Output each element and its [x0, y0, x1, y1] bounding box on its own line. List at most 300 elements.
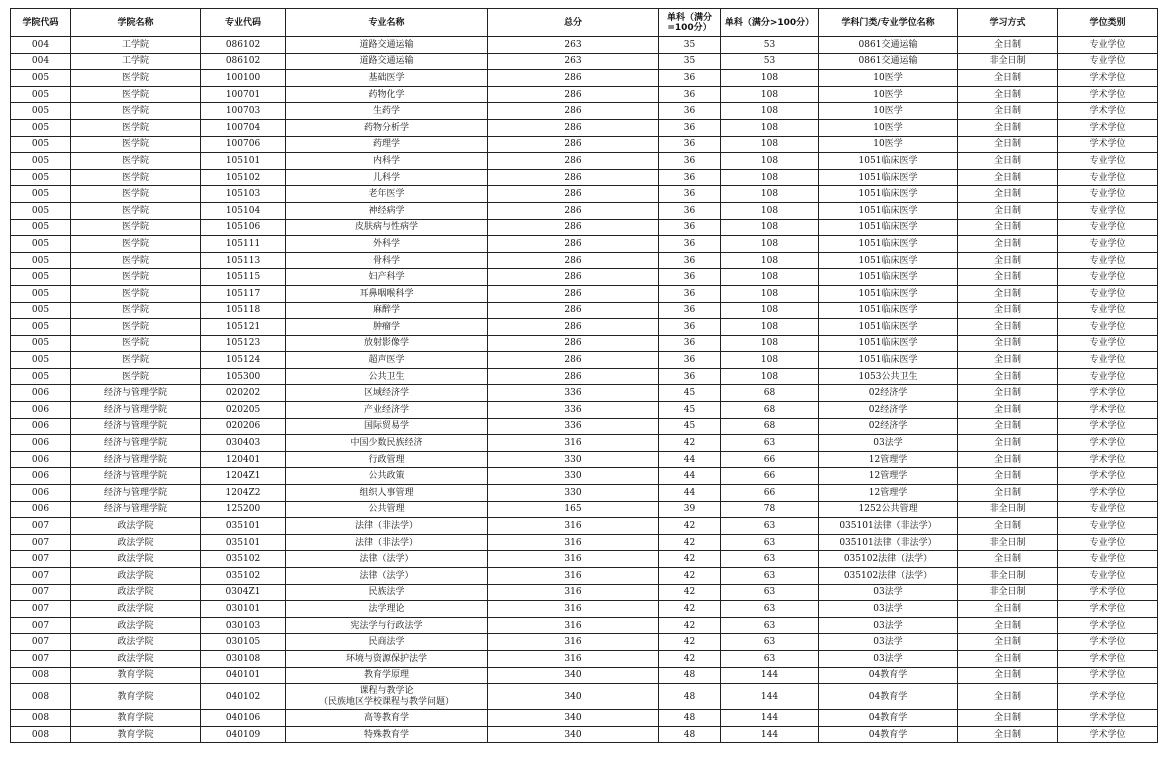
- cell-single-over-100: 63: [721, 568, 819, 585]
- cell-study-mode: 全日制: [958, 335, 1058, 352]
- cell-study-mode: 全日制: [958, 70, 1058, 87]
- cell-total-score: 263: [488, 53, 659, 70]
- cell-major-name: 肿瘤学: [286, 319, 488, 336]
- cell-single-100: 45: [659, 385, 721, 402]
- cell-college-name: 工学院: [71, 53, 201, 70]
- cell-single-over-100: 108: [721, 103, 819, 120]
- cell-single-over-100: 63: [721, 534, 819, 551]
- table-row: [11, 319, 1158, 336]
- table-row: [11, 451, 1158, 468]
- table-row: [11, 186, 1158, 203]
- cell-discipline-name: 1051临床医学: [819, 169, 958, 186]
- cell-discipline-name: 03法学: [819, 601, 958, 618]
- cell-single-100: 48: [659, 684, 721, 710]
- cell-study-mode: 非全日制: [958, 568, 1058, 585]
- cell-total-score: 286: [488, 103, 659, 120]
- cell-college-code: 004: [11, 37, 71, 54]
- cell-discipline-name: 12管理学: [819, 468, 958, 485]
- cell-total-score: 165: [488, 501, 659, 518]
- cell-college-code: 005: [11, 368, 71, 385]
- cell-major-name: 药物分析学: [286, 119, 488, 136]
- cell-degree-type: 专业学位: [1058, 252, 1158, 269]
- cell-college-name: 政法学院: [71, 551, 201, 568]
- cell-total-score: 263: [488, 37, 659, 54]
- cell-major-name: 放射影像学: [286, 335, 488, 352]
- cell-degree-type: 专业学位: [1058, 236, 1158, 253]
- cell-single-over-100: 108: [721, 186, 819, 203]
- cell-single-100: 35: [659, 53, 721, 70]
- cell-study-mode: 非全日制: [958, 584, 1058, 601]
- cell-single-over-100: 144: [721, 710, 819, 727]
- cell-college-code: 007: [11, 634, 71, 651]
- cell-major-code: 030103: [201, 617, 286, 634]
- cell-total-score: 286: [488, 169, 659, 186]
- cell-major-name: 药理学: [286, 136, 488, 153]
- cell-college-name: 经济与管理学院: [71, 451, 201, 468]
- cell-college-name: 教育学院: [71, 726, 201, 743]
- cell-major-name: 宪法学与行政法学: [286, 617, 488, 634]
- cell-major-code: 086102: [201, 53, 286, 70]
- cell-major-code: 105117: [201, 285, 286, 302]
- cell-degree-type: 学术学位: [1058, 418, 1158, 435]
- cell-study-mode: 全日制: [958, 153, 1058, 170]
- cell-discipline-name: 1051临床医学: [819, 219, 958, 236]
- cell-single-100: 48: [659, 667, 721, 684]
- cell-degree-type: 学术学位: [1058, 86, 1158, 103]
- cell-major-code: 0304Z1: [201, 584, 286, 601]
- header-major-code: 专业代码: [201, 9, 286, 37]
- cell-single-over-100: 108: [721, 269, 819, 286]
- cell-study-mode: 全日制: [958, 37, 1058, 54]
- table-row: [11, 584, 1158, 601]
- cell-major-name: 内科学: [286, 153, 488, 170]
- cell-discipline-name: 1051临床医学: [819, 269, 958, 286]
- cell-single-over-100: 108: [721, 153, 819, 170]
- table-row: [11, 650, 1158, 667]
- cell-degree-type: 学术学位: [1058, 70, 1158, 87]
- cell-college-name: 政法学院: [71, 534, 201, 551]
- cell-college-name: 经济与管理学院: [71, 402, 201, 419]
- cell-discipline-name: 0861交通运输: [819, 53, 958, 70]
- cell-single-100: 36: [659, 319, 721, 336]
- cell-discipline-name: 1051临床医学: [819, 236, 958, 253]
- table-row: [11, 551, 1158, 568]
- cell-major-name: 药物化学: [286, 86, 488, 103]
- cell-college-name: 医学院: [71, 269, 201, 286]
- cell-major-name: 皮肤病与性病学: [286, 219, 488, 236]
- table-row: [11, 485, 1158, 502]
- cell-college-name: 医学院: [71, 252, 201, 269]
- cell-study-mode: 全日制: [958, 468, 1058, 485]
- cell-single-over-100: 108: [721, 236, 819, 253]
- cell-degree-type: 专业学位: [1058, 518, 1158, 535]
- cell-single-over-100: 108: [721, 86, 819, 103]
- cell-study-mode: 全日制: [958, 726, 1058, 743]
- cell-major-code: 105115: [201, 269, 286, 286]
- table-row: [11, 684, 1158, 710]
- cell-college-code: 005: [11, 352, 71, 369]
- cell-study-mode: 全日制: [958, 451, 1058, 468]
- cell-college-code: 008: [11, 667, 71, 684]
- cell-discipline-name: 03法学: [819, 617, 958, 634]
- table-row: [11, 285, 1158, 302]
- cell-single-over-100: 108: [721, 352, 819, 369]
- cell-discipline-name: 12管理学: [819, 451, 958, 468]
- cell-degree-type: 学术学位: [1058, 136, 1158, 153]
- cell-major-name: 法律（法学）: [286, 568, 488, 585]
- cell-study-mode: 全日制: [958, 710, 1058, 727]
- cell-single-over-100: 108: [721, 252, 819, 269]
- table-row: [11, 385, 1158, 402]
- cell-discipline-name: 035102法律（法学）: [819, 551, 958, 568]
- cell-discipline-name: 1051临床医学: [819, 202, 958, 219]
- cell-single-over-100: 63: [721, 584, 819, 601]
- cell-discipline-name: 1051临床医学: [819, 302, 958, 319]
- cell-total-score: 340: [488, 726, 659, 743]
- cell-major-code: 105104: [201, 202, 286, 219]
- cell-major-code: 035102: [201, 568, 286, 585]
- cell-major-name: 民族法学: [286, 584, 488, 601]
- cell-degree-type: 学术学位: [1058, 485, 1158, 502]
- table-row: [11, 418, 1158, 435]
- cell-college-name: 医学院: [71, 335, 201, 352]
- cell-major-name: 民商法学: [286, 634, 488, 651]
- cell-college-code: 005: [11, 136, 71, 153]
- cell-college-code: 005: [11, 269, 71, 286]
- cell-major-code: 105121: [201, 319, 286, 336]
- cell-major-code: 035101: [201, 534, 286, 551]
- cell-total-score: 286: [488, 153, 659, 170]
- cell-single-100: 48: [659, 726, 721, 743]
- cell-degree-type: 专业学位: [1058, 186, 1158, 203]
- cell-major-name: 产业经济学: [286, 402, 488, 419]
- cell-study-mode: 全日制: [958, 402, 1058, 419]
- cell-single-over-100: 108: [721, 368, 819, 385]
- cell-single-over-100: 63: [721, 435, 819, 452]
- cell-single-100: 36: [659, 252, 721, 269]
- table-row: [11, 501, 1158, 518]
- cell-study-mode: 全日制: [958, 617, 1058, 634]
- cell-major-name: 法律（非法学）: [286, 518, 488, 535]
- cell-major-name: 国际贸易学: [286, 418, 488, 435]
- table-row: [11, 667, 1158, 684]
- cell-single-100: 36: [659, 352, 721, 369]
- table-row: [11, 302, 1158, 319]
- cell-single-over-100: 144: [721, 684, 819, 710]
- cell-major-code: 035102: [201, 551, 286, 568]
- cell-discipline-name: 1252公共管理: [819, 501, 958, 518]
- cell-college-name: 医学院: [71, 352, 201, 369]
- table-row: [11, 710, 1158, 727]
- score-table: [10, 8, 1158, 743]
- cell-college-code: 005: [11, 219, 71, 236]
- cell-total-score: 286: [488, 70, 659, 87]
- table-row: [11, 236, 1158, 253]
- cell-total-score: 340: [488, 667, 659, 684]
- cell-major-code: 040102: [201, 684, 286, 710]
- cell-single-100: 36: [659, 285, 721, 302]
- cell-college-name: 医学院: [71, 368, 201, 385]
- cell-total-score: 316: [488, 534, 659, 551]
- cell-total-score: 286: [488, 285, 659, 302]
- cell-degree-type: 专业学位: [1058, 202, 1158, 219]
- cell-college-code: 007: [11, 617, 71, 634]
- table-row: [11, 103, 1158, 120]
- cell-degree-type: 学术学位: [1058, 584, 1158, 601]
- cell-study-mode: 全日制: [958, 269, 1058, 286]
- cell-study-mode: 全日制: [958, 136, 1058, 153]
- cell-major-name: 环境与资源保护法学: [286, 650, 488, 667]
- cell-total-score: 316: [488, 551, 659, 568]
- cell-major-name: 行政管理: [286, 451, 488, 468]
- cell-major-code: 040106: [201, 710, 286, 727]
- cell-college-code: 005: [11, 236, 71, 253]
- cell-study-mode: 全日制: [958, 319, 1058, 336]
- cell-total-score: 316: [488, 617, 659, 634]
- header-study-mode: 学习方式: [958, 9, 1058, 37]
- cell-discipline-name: 1053公共卫生: [819, 368, 958, 385]
- cell-total-score: 336: [488, 385, 659, 402]
- cell-major-code: 100701: [201, 86, 286, 103]
- cell-degree-type: 专业学位: [1058, 319, 1158, 336]
- cell-total-score: 286: [488, 119, 659, 136]
- table-row: [11, 169, 1158, 186]
- cell-total-score: 336: [488, 418, 659, 435]
- table-body: [11, 37, 1158, 743]
- cell-total-score: 316: [488, 435, 659, 452]
- cell-major-name: 耳鼻咽喉科学: [286, 285, 488, 302]
- header-single-over-100: 单科（满分>100分）: [721, 9, 819, 37]
- cell-single-over-100: 108: [721, 335, 819, 352]
- cell-college-code: 005: [11, 252, 71, 269]
- cell-single-over-100: 108: [721, 202, 819, 219]
- header-college-name: 学院名称: [71, 9, 201, 37]
- cell-college-name: 政法学院: [71, 584, 201, 601]
- table-row: [11, 335, 1158, 352]
- cell-study-mode: 全日制: [958, 119, 1058, 136]
- cell-discipline-name: 1051临床医学: [819, 319, 958, 336]
- cell-discipline-name: 10医学: [819, 103, 958, 120]
- cell-major-code: 100703: [201, 103, 286, 120]
- cell-college-code: 008: [11, 710, 71, 727]
- cell-discipline-name: 035102法律（法学）: [819, 568, 958, 585]
- cell-college-code: 005: [11, 70, 71, 87]
- cell-college-code: 005: [11, 86, 71, 103]
- cell-single-over-100: 63: [721, 634, 819, 651]
- cell-discipline-name: 0861交通运输: [819, 37, 958, 54]
- cell-degree-type: 学术学位: [1058, 119, 1158, 136]
- cell-single-100: 48: [659, 710, 721, 727]
- cell-major-name: 儿科学: [286, 169, 488, 186]
- cell-college-name: 政法学院: [71, 601, 201, 618]
- cell-study-mode: 全日制: [958, 385, 1058, 402]
- cell-study-mode: 全日制: [958, 186, 1058, 203]
- cell-degree-type: 学术学位: [1058, 402, 1158, 419]
- table-row: [11, 70, 1158, 87]
- table-row: [11, 634, 1158, 651]
- cell-single-100: 36: [659, 219, 721, 236]
- cell-single-over-100: 68: [721, 402, 819, 419]
- cell-college-code: 005: [11, 319, 71, 336]
- cell-degree-type: 学术学位: [1058, 103, 1158, 120]
- cell-study-mode: 全日制: [958, 103, 1058, 120]
- cell-college-name: 教育学院: [71, 667, 201, 684]
- cell-degree-type: 学术学位: [1058, 726, 1158, 743]
- cell-single-over-100: 108: [721, 319, 819, 336]
- cell-study-mode: 全日制: [958, 86, 1058, 103]
- table-row: [11, 269, 1158, 286]
- cell-college-code: 005: [11, 285, 71, 302]
- cell-degree-type: 专业学位: [1058, 285, 1158, 302]
- cell-major-code: 105101: [201, 153, 286, 170]
- cell-single-over-100: 53: [721, 53, 819, 70]
- header-total-score: 总分: [488, 9, 659, 37]
- cell-single-100: 36: [659, 70, 721, 87]
- cell-study-mode: 全日制: [958, 518, 1058, 535]
- cell-major-name: 组织人事管理: [286, 485, 488, 502]
- cell-college-name: 医学院: [71, 186, 201, 203]
- cell-college-code: 007: [11, 568, 71, 585]
- cell-single-100: 42: [659, 568, 721, 585]
- cell-degree-type: 专业学位: [1058, 153, 1158, 170]
- cell-degree-type: 专业学位: [1058, 53, 1158, 70]
- cell-total-score: 330: [488, 451, 659, 468]
- cell-study-mode: 全日制: [958, 202, 1058, 219]
- cell-single-100: 36: [659, 153, 721, 170]
- cell-discipline-name: 1051临床医学: [819, 186, 958, 203]
- cell-single-over-100: 68: [721, 385, 819, 402]
- cell-degree-type: 学术学位: [1058, 385, 1158, 402]
- cell-single-over-100: 108: [721, 302, 819, 319]
- cell-major-name: 妇产科学: [286, 269, 488, 286]
- cell-college-code: 006: [11, 435, 71, 452]
- cell-college-code: 007: [11, 601, 71, 618]
- cell-total-score: 316: [488, 601, 659, 618]
- cell-college-name: 医学院: [71, 153, 201, 170]
- cell-total-score: 316: [488, 650, 659, 667]
- cell-college-name: 政法学院: [71, 617, 201, 634]
- cell-degree-type: 学术学位: [1058, 650, 1158, 667]
- table-row: [11, 53, 1158, 70]
- cell-college-code: 008: [11, 684, 71, 710]
- cell-major-name: 骨科学: [286, 252, 488, 269]
- cell-college-name: 医学院: [71, 302, 201, 319]
- cell-study-mode: 全日制: [958, 352, 1058, 369]
- cell-study-mode: 全日制: [958, 485, 1058, 502]
- cell-major-code: 1204Z2: [201, 485, 286, 502]
- cell-single-100: 36: [659, 119, 721, 136]
- cell-college-code: 005: [11, 153, 71, 170]
- table-row: [11, 119, 1158, 136]
- table-row: [11, 568, 1158, 585]
- cell-degree-type: 专业学位: [1058, 352, 1158, 369]
- cell-major-code: 040101: [201, 667, 286, 684]
- cell-major-name: 区域经济学: [286, 385, 488, 402]
- cell-total-score: 286: [488, 335, 659, 352]
- cell-single-100: 42: [659, 601, 721, 618]
- cell-single-100: 45: [659, 418, 721, 435]
- cell-total-score: 286: [488, 202, 659, 219]
- cell-college-code: 005: [11, 302, 71, 319]
- cell-major-code: 030105: [201, 634, 286, 651]
- header-discipline-name: 学科门类/专业学位名称: [819, 9, 958, 37]
- cell-major-name: 高等教育学: [286, 710, 488, 727]
- cell-single-100: 35: [659, 37, 721, 54]
- cell-degree-type: 学术学位: [1058, 684, 1158, 710]
- cell-college-code: 006: [11, 418, 71, 435]
- cell-study-mode: 全日制: [958, 634, 1058, 651]
- cell-single-100: 36: [659, 335, 721, 352]
- cell-college-code: 006: [11, 501, 71, 518]
- table-row: [11, 726, 1158, 743]
- cell-single-over-100: 108: [721, 169, 819, 186]
- cell-discipline-name: 02经济学: [819, 402, 958, 419]
- cell-major-name: 道路交通运输: [286, 37, 488, 54]
- cell-degree-type: 专业学位: [1058, 37, 1158, 54]
- cell-study-mode: 全日制: [958, 252, 1058, 269]
- cell-study-mode: 全日制: [958, 302, 1058, 319]
- cell-college-name: 医学院: [71, 202, 201, 219]
- cell-single-over-100: 63: [721, 650, 819, 667]
- cell-major-code: 030101: [201, 601, 286, 618]
- cell-college-code: 005: [11, 202, 71, 219]
- cell-single-over-100: 108: [721, 119, 819, 136]
- cell-total-score: 316: [488, 568, 659, 585]
- header-single-100: 单科（满分=100分）: [659, 9, 721, 37]
- cell-single-over-100: 108: [721, 136, 819, 153]
- table-row: [11, 252, 1158, 269]
- cell-total-score: 316: [488, 518, 659, 535]
- cell-major-code: 120401: [201, 451, 286, 468]
- cell-college-code: 006: [11, 485, 71, 502]
- cell-college-code: 007: [11, 551, 71, 568]
- cell-total-score: 286: [488, 302, 659, 319]
- cell-college-name: 医学院: [71, 319, 201, 336]
- cell-single-100: 42: [659, 435, 721, 452]
- cell-total-score: 286: [488, 186, 659, 203]
- cell-major-code: 030108: [201, 650, 286, 667]
- cell-total-score: 330: [488, 468, 659, 485]
- cell-total-score: 286: [488, 252, 659, 269]
- cell-major-name: 教育学原理: [286, 667, 488, 684]
- cell-discipline-name: 04教育学: [819, 684, 958, 710]
- cell-discipline-name: 03法学: [819, 435, 958, 452]
- cell-study-mode: 非全日制: [958, 53, 1058, 70]
- cell-major-name: 公共卫生: [286, 368, 488, 385]
- cell-single-100: 45: [659, 402, 721, 419]
- cell-major-code: 020202: [201, 385, 286, 402]
- cell-single-100: 36: [659, 302, 721, 319]
- table-row: [11, 219, 1158, 236]
- cell-college-name: 经济与管理学院: [71, 435, 201, 452]
- cell-single-over-100: 66: [721, 485, 819, 502]
- cell-college-name: 教育学院: [71, 684, 201, 710]
- cell-single-over-100: 66: [721, 468, 819, 485]
- cell-single-over-100: 63: [721, 551, 819, 568]
- cell-major-name: 中国少数民族经济: [286, 435, 488, 452]
- cell-single-100: 36: [659, 236, 721, 253]
- cell-total-score: 336: [488, 402, 659, 419]
- table-row: [11, 352, 1158, 369]
- cell-major-code: 1204Z1: [201, 468, 286, 485]
- cell-college-name: 医学院: [71, 236, 201, 253]
- cell-single-over-100: 63: [721, 518, 819, 535]
- cell-degree-type: 专业学位: [1058, 335, 1158, 352]
- cell-college-code: 005: [11, 103, 71, 120]
- cell-major-code: 030403: [201, 435, 286, 452]
- cell-college-code: 007: [11, 650, 71, 667]
- cell-major-name: 课程与教学论 （民族地区学校课程与教学问题）: [286, 684, 488, 710]
